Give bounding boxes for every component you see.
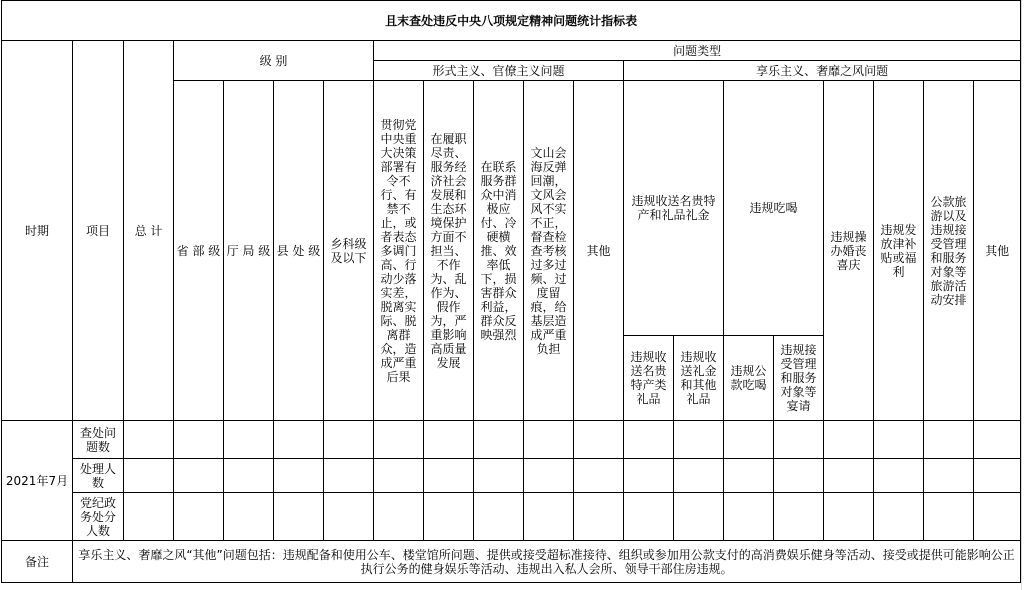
table-cell[interactable] bbox=[824, 459, 874, 493]
table-cell[interactable] bbox=[124, 493, 174, 541]
table-cell[interactable] bbox=[274, 493, 324, 541]
table-cell[interactable] bbox=[874, 459, 924, 493]
table-cell[interactable] bbox=[474, 493, 524, 541]
table-cell[interactable] bbox=[574, 493, 624, 541]
row-label: 查处问题数 bbox=[73, 421, 124, 459]
table-cell[interactable] bbox=[474, 459, 524, 493]
header-level: 级 别 bbox=[174, 41, 374, 81]
header-total: 总 计 bbox=[124, 41, 174, 421]
header-dining-group: 违规吃喝 bbox=[724, 81, 824, 336]
table-row bbox=[2, 421, 1021, 459]
table-cell[interactable] bbox=[924, 493, 974, 541]
table-cell[interactable] bbox=[624, 459, 674, 493]
table-cell[interactable] bbox=[674, 493, 724, 541]
table-cell[interactable] bbox=[274, 459, 324, 493]
table-cell[interactable] bbox=[974, 493, 1021, 541]
period-value: 2021年7月 bbox=[2, 421, 73, 541]
header-level-township: 乡科级及以下 bbox=[324, 81, 374, 421]
table-cell[interactable] bbox=[574, 421, 624, 459]
header-hedonism-group: 享乐主义、奢靡之风问题 bbox=[624, 61, 1021, 81]
header-item: 项目 bbox=[73, 41, 124, 421]
table-row bbox=[2, 459, 1021, 493]
table-cell[interactable] bbox=[724, 459, 774, 493]
table-cell[interactable] bbox=[474, 421, 524, 459]
table-row bbox=[2, 493, 1021, 541]
table-cell[interactable] bbox=[824, 421, 874, 459]
row-label: 党纪政务处分人数 bbox=[73, 493, 124, 541]
table-cell[interactable] bbox=[424, 459, 474, 493]
table-cell[interactable] bbox=[324, 459, 374, 493]
header-formalism-meetings: 文山会海反弹回潮，文风会风不实不正，督查检查考核过多过频、过度留痕，给基层造成严重负担 bbox=[524, 81, 574, 421]
table-cell[interactable] bbox=[524, 459, 574, 493]
table-cell[interactable] bbox=[324, 493, 374, 541]
note-label: 备注 bbox=[2, 541, 73, 583]
header-gift-group: 违规收送名贵特产和礼品礼金 bbox=[624, 81, 724, 336]
header-period: 时期 bbox=[2, 41, 73, 421]
header-dining-public: 违规公款吃喝 bbox=[724, 336, 774, 421]
table-title: 且末查处违反中央八项规定精神问题统计指标表 bbox=[2, 1, 1021, 41]
table-cell[interactable] bbox=[324, 421, 374, 459]
table-cell[interactable] bbox=[424, 421, 474, 459]
table-cell[interactable] bbox=[424, 493, 474, 541]
table-cell[interactable] bbox=[174, 459, 224, 493]
table-cell[interactable] bbox=[924, 459, 974, 493]
header-gift-specialty: 违规收送名贵特产类礼品 bbox=[624, 336, 674, 421]
table-cell[interactable] bbox=[974, 459, 1021, 493]
row-label: 处理人数 bbox=[73, 459, 124, 493]
header-level-bureau: 厅 局 级 bbox=[224, 81, 274, 421]
header-formalism-decision: 贯彻党中央重大决策部署有令不行、有禁不止，或者表态多调门高、行动少落实差，脱离实际、脱离群众，造成严重后果 bbox=[374, 81, 424, 421]
table-cell[interactable] bbox=[824, 493, 874, 541]
table-cell[interactable] bbox=[624, 421, 674, 459]
table-cell[interactable] bbox=[374, 421, 424, 459]
table-cell[interactable] bbox=[874, 493, 924, 541]
header-hedonism-travel: 公款旅游以及违规接受管理和服务对象等旅游活动安排 bbox=[924, 81, 974, 421]
table-cell[interactable] bbox=[624, 493, 674, 541]
table-cell[interactable] bbox=[524, 493, 574, 541]
header-hedonism-other: 其他 bbox=[974, 81, 1021, 421]
header-formalism-service: 在联系服务群众中消极应付、冷硬横推、效率低下，损害群众利益，群众反映强烈 bbox=[474, 81, 524, 421]
header-problem-type: 问题类型 bbox=[374, 41, 1021, 61]
table-cell[interactable] bbox=[974, 421, 1021, 459]
table-cell[interactable] bbox=[274, 421, 324, 459]
header-level-county: 县 处 级 bbox=[274, 81, 324, 421]
table-cell[interactable] bbox=[674, 459, 724, 493]
table-cell[interactable] bbox=[224, 493, 274, 541]
table-cell[interactable] bbox=[174, 421, 224, 459]
table-cell[interactable] bbox=[724, 493, 774, 541]
header-level-provincial: 省 部 级 bbox=[174, 81, 224, 421]
header-hedonism-wedding: 违规操办婚丧喜庆 bbox=[824, 81, 874, 421]
table-cell[interactable] bbox=[224, 421, 274, 459]
table-cell[interactable] bbox=[774, 493, 824, 541]
table-cell[interactable] bbox=[124, 421, 174, 459]
header-gift-cash: 违规收送礼金和其他礼品 bbox=[674, 336, 724, 421]
table-cell[interactable] bbox=[124, 459, 174, 493]
table-cell[interactable] bbox=[874, 421, 924, 459]
table-cell[interactable] bbox=[774, 421, 824, 459]
header-formalism-other: 其他 bbox=[574, 81, 624, 421]
header-formalism-group: 形式主义、官僚主义问题 bbox=[374, 61, 624, 81]
table-cell[interactable] bbox=[374, 459, 424, 493]
sheet-edge-divider bbox=[1021, 0, 1022, 590]
table-cell[interactable] bbox=[574, 459, 624, 493]
table-cell[interactable] bbox=[374, 493, 424, 541]
header-dining-banquet: 违规接受管理和服务对象等宴请 bbox=[774, 336, 824, 421]
header-hedonism-allowance: 违规发放津补贴或福利 bbox=[874, 81, 924, 421]
table-cell[interactable] bbox=[674, 421, 724, 459]
table-cell[interactable] bbox=[924, 421, 974, 459]
table-cell[interactable] bbox=[524, 421, 574, 459]
table-cell[interactable] bbox=[724, 421, 774, 459]
statistics-table bbox=[1, 0, 1021, 583]
table-cell[interactable] bbox=[174, 493, 224, 541]
note-text: 享乐主义、奢靡之风“其他”问题包括：违规配备和使用公车、楼堂馆所问题、提供或接受超标准接待、组织或参加用公款支付的高消费娱乐健身等活动、接受或提供可能影响公正执行公务的健身娱乐等活动、违规出入私人会所、领导干部住房违规。 bbox=[73, 541, 1021, 583]
table-cell[interactable] bbox=[774, 459, 824, 493]
header-formalism-duty: 在履职尽责、服务经济社会发展和生态环境保护方面不担当、不作为、乱作为、假作为，严重影响高质量发展 bbox=[424, 81, 474, 421]
table-cell[interactable] bbox=[224, 459, 274, 493]
